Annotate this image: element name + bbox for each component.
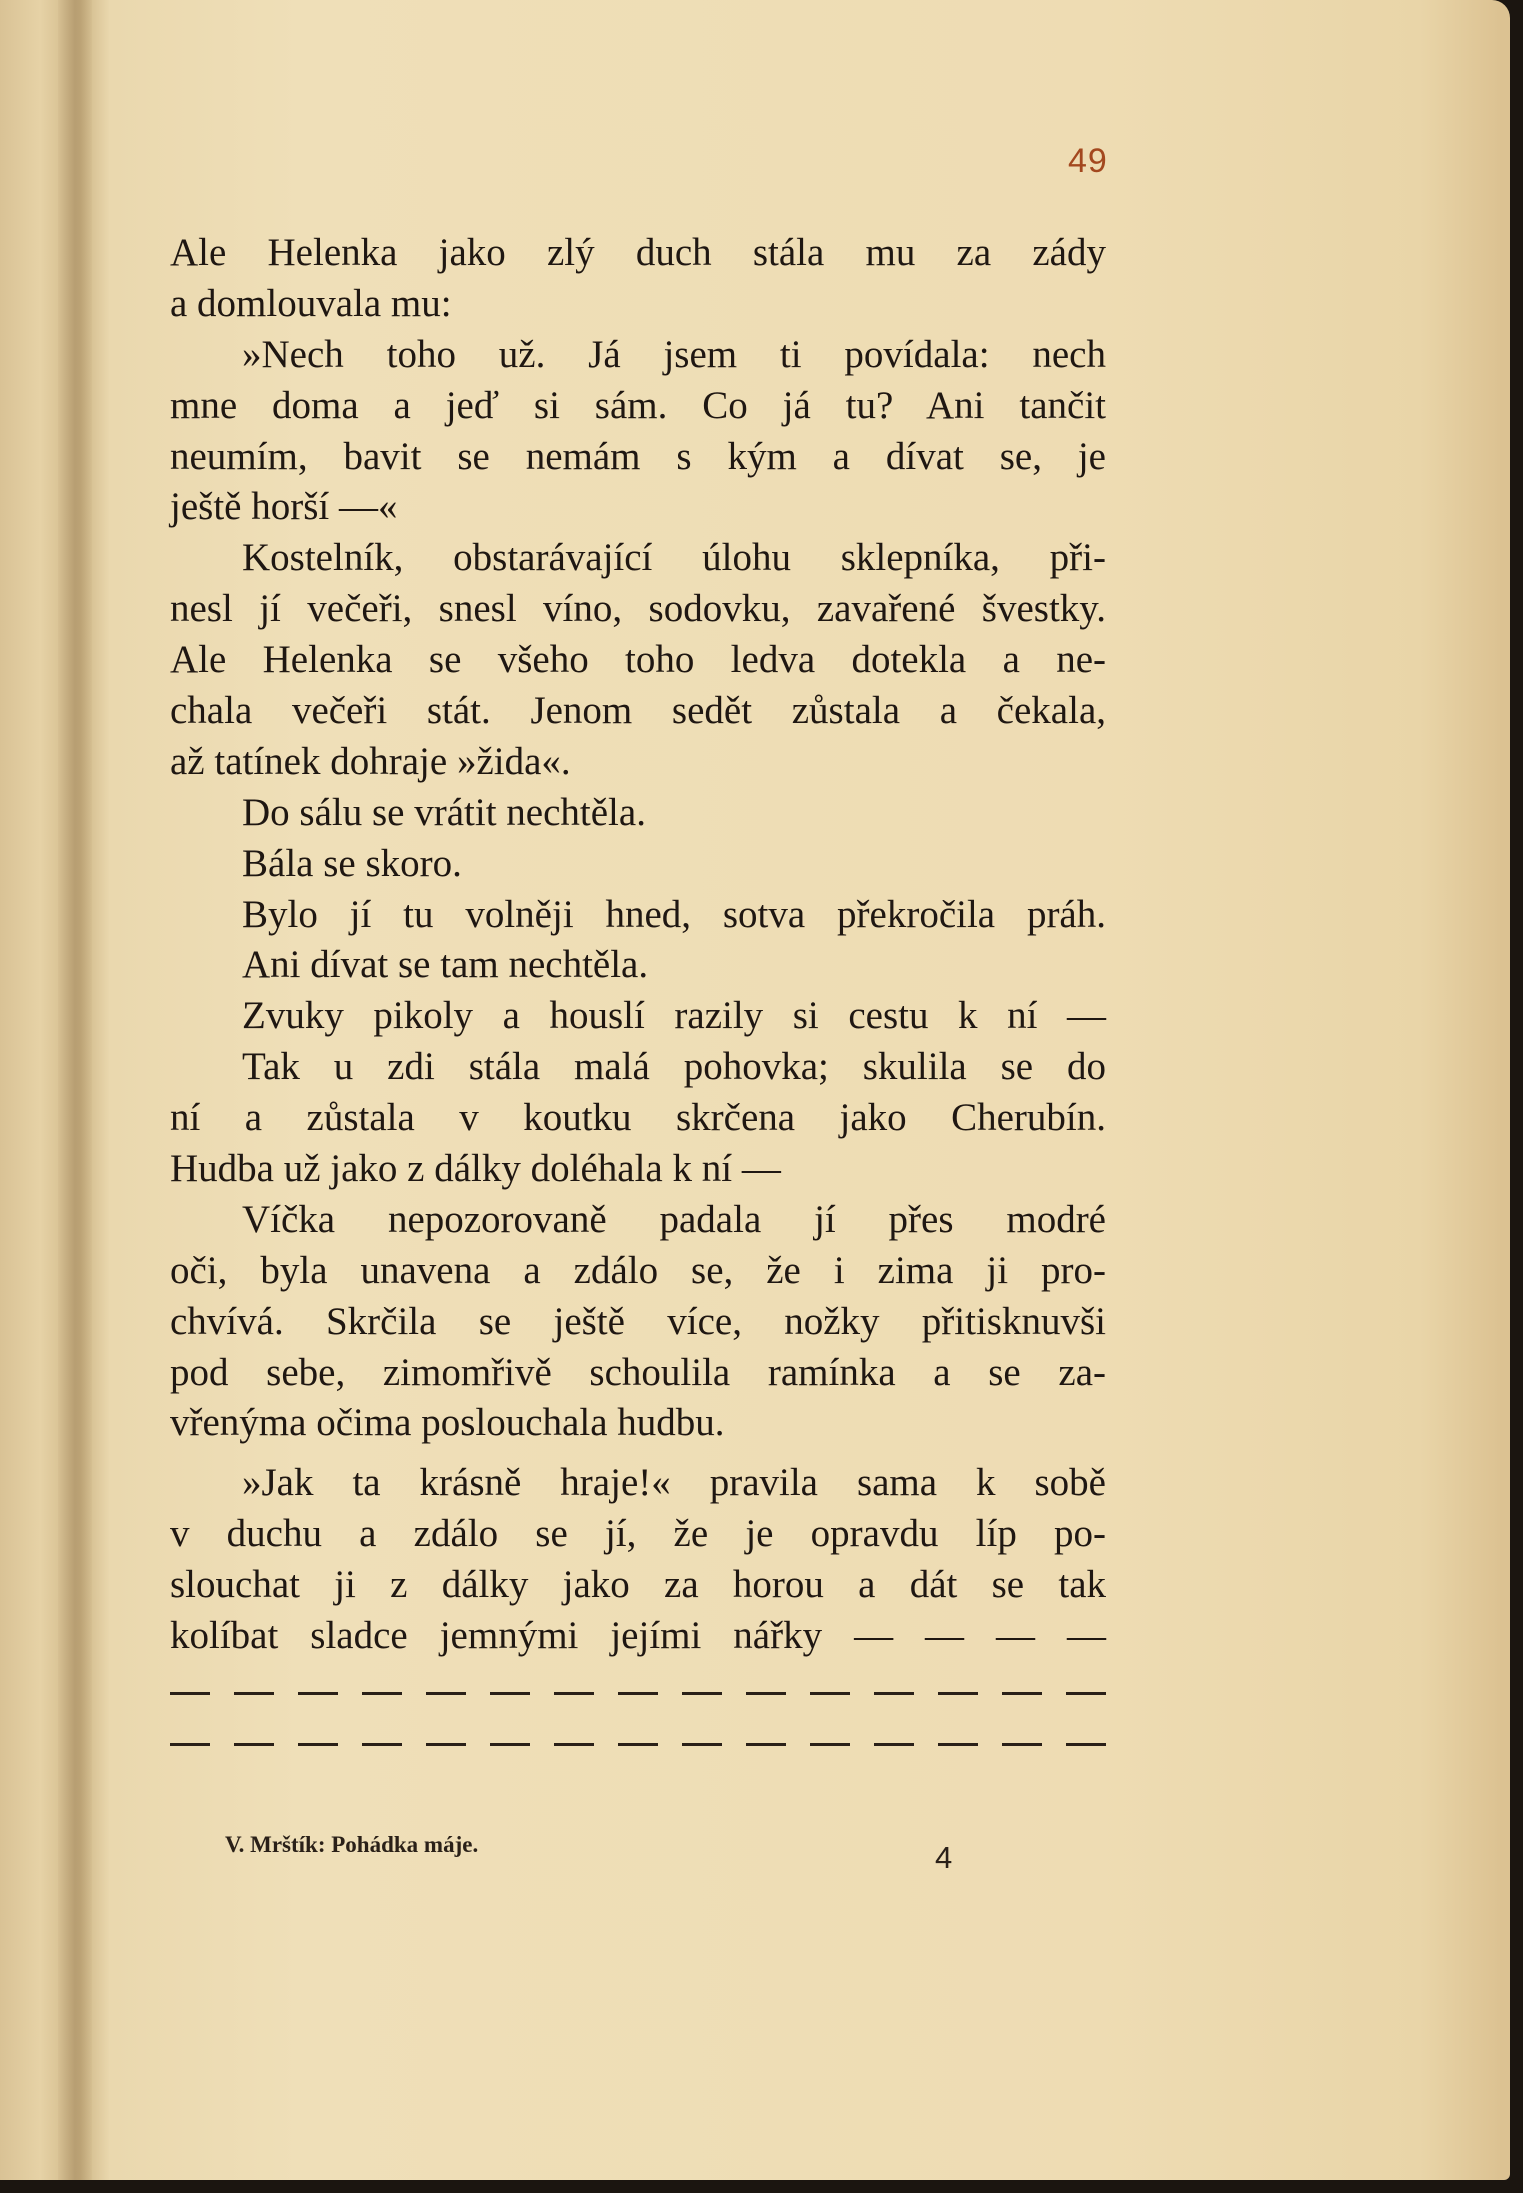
dash: [874, 1743, 914, 1746]
text-line-4: mne doma a jeď si sám. Co já tu? Ani tančit: [170, 383, 1106, 427]
text-line-13: Bála se skoro.: [242, 841, 462, 885]
text-line-10: chala večeři stát. Jenom sedět zůstala a čekala,: [170, 689, 1106, 733]
dash: [810, 1692, 850, 1695]
dash: [554, 1743, 594, 1746]
body-text: [170, 228, 1106, 1764]
text-line-7: Kostelník, obstarávající úlohu sklepníka, při-: [242, 536, 1106, 580]
text-line-3: »Nech toho už. Já jsem ti povídala: nech: [242, 332, 1106, 376]
dash-line-2: [170, 1713, 1106, 1764]
text-line-21: oči, byla unavena a zdálo se, že i zima ji pro-: [170, 1248, 1106, 1292]
dash: [618, 1692, 658, 1695]
dash: [362, 1743, 402, 1746]
text-line-14: Bylo jí tu volněji hned, sotva překročila práh.: [242, 892, 1106, 936]
text-line-6: ještě horší —«: [170, 485, 398, 529]
dash: [426, 1743, 466, 1746]
dash: [234, 1692, 274, 1695]
dash: [426, 1692, 466, 1695]
text-line-1: Ale Helenka jako zlý duch stála mu za zády: [170, 231, 1106, 274]
text-line-23: pod sebe, zimomřivě schoulila ramínka a se za-: [170, 1350, 1106, 1394]
dash: [810, 1743, 850, 1746]
dash-line-1: [170, 1662, 1106, 1713]
dash: [170, 1743, 210, 1746]
dash: [170, 1692, 210, 1695]
text-line-19: Hudba už jako z dálky doléhala k ní —: [170, 1147, 781, 1191]
text-line-5: neumím, bavit se nemám s kým a dívat se, je: [170, 434, 1106, 478]
dash: [874, 1692, 914, 1695]
dash: [938, 1743, 978, 1746]
text-line-16: Zvuky pikoly a houslí razily si cestu k ní —: [242, 994, 1106, 1038]
dash: [746, 1692, 786, 1695]
text-line-18: ní a zůstala v koutku skrčena jako Cherubín.: [170, 1096, 1106, 1140]
text-line-27: slouchat ji z dálky jako za horou a dát se tak: [170, 1563, 1106, 1607]
text-line-15: Ani dívat se tam nechtěla.: [242, 943, 649, 987]
dash: [938, 1692, 978, 1695]
text-line-9: Ale Helenka se všeho toho ledva dotekla a ne-: [170, 638, 1106, 682]
page-number: 49: [1068, 142, 1108, 180]
text-line-25: »Jak ta krásně hraje!« pravila sama k sobě: [242, 1461, 1106, 1505]
text-line-2: a domlouvala mu:: [170, 281, 452, 325]
text-line-17: Tak u zdi stála malá pohovka; skulila se do: [242, 1045, 1106, 1089]
dash: [490, 1692, 530, 1695]
dash: [362, 1692, 402, 1695]
dash: [682, 1743, 722, 1746]
dash: [234, 1743, 274, 1746]
text-line-12: Do sálu se vrátit nechtěla.: [242, 790, 646, 834]
dash: [490, 1743, 530, 1746]
dash: [298, 1743, 338, 1746]
dash: [682, 1692, 722, 1695]
text-line-28: kolíbat sladce jemnými jejími nářky — — — —: [170, 1614, 1106, 1658]
text-line-20: Víčka nepozorovaně padala jí přes modré: [242, 1197, 1106, 1241]
page-spine-shadow: [58, 0, 92, 2180]
dash: [1002, 1743, 1042, 1746]
text-line-26: v duchu a zdálo se jí, že je opravdu líp po-: [170, 1512, 1106, 1556]
text-line-8: nesl jí večeři, snesl víno, sodovku, zavařené švestky.: [170, 587, 1106, 631]
printer-signature: V. Mrštík: Pohádka máje.: [225, 1832, 479, 1857]
dash: [1066, 1692, 1106, 1695]
dash: [298, 1692, 338, 1695]
dash: [1002, 1692, 1042, 1695]
dash: [746, 1743, 786, 1746]
dash: [618, 1743, 658, 1746]
text-line-22: chvívá. Skrčila se ještě více, nožky přitisknuvši: [170, 1299, 1106, 1343]
text-line-11: až tatínek dohraje »žida«.: [170, 739, 571, 783]
sheet-number: 4: [935, 1840, 953, 1875]
dash: [1066, 1743, 1106, 1746]
dash: [554, 1692, 594, 1695]
text-line-24: vřenýma očima poslouchala hudbu.: [170, 1401, 725, 1445]
